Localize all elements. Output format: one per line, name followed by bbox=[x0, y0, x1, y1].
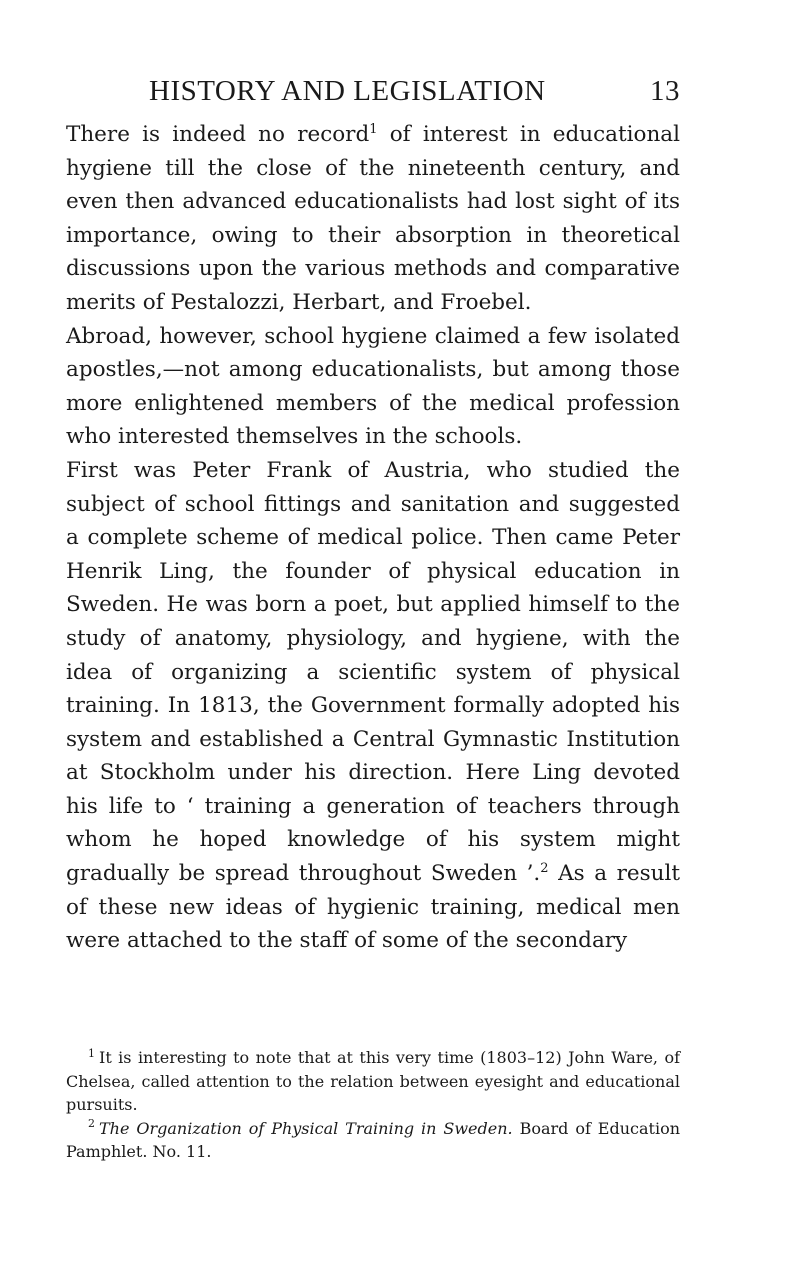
paragraph-1 bbox=[66, 118, 680, 320]
footnote-1-mark: 1 bbox=[88, 1046, 95, 1060]
paragraph-3-text-end: As a result of these new ideas of hygienic training, medical men were attached to the staff of some of the secondary bbox=[66, 861, 680, 954]
footnote-1-text: It is interesting to note that at this very time (1803–12) John Ware, of Chelsea, called attention to the relation between eyesight and educational pursuits. bbox=[66, 1048, 680, 1114]
running-head: HISTORY AND LEGISLATION bbox=[149, 75, 546, 107]
footnote-2-text: Board of Education Pamphlet. No. 11. bbox=[66, 1118, 681, 1161]
paragraph-1-text-start: There is indeed no record bbox=[66, 122, 370, 147]
footnote-1 bbox=[66, 1046, 680, 1117]
footnote-2-title: The Organization of Physical Training in Sweden. bbox=[99, 1118, 513, 1138]
page-number: 13 bbox=[650, 75, 680, 107]
footnote-2-mark: 2 bbox=[88, 1117, 95, 1131]
footnote-ref-1: 1 bbox=[369, 121, 378, 137]
footnotes bbox=[66, 1046, 680, 1164]
paragraph-1-text-end: of interest in educational hygiene till the close of the nineteenth century, and even then advanced educationalists had lost sight of its importance, owing to their absorption in theoretical discussions upon the various methods and comparative merits of Pestalozzi, Herbart, and Froebel. bbox=[66, 122, 680, 315]
paragraph-3 bbox=[66, 454, 680, 958]
paragraph-2: Abroad, however, school hygiene claimed a few isolated apostles,—not among educationalists, but among those more enlightened members of the medical profession who interested themselves in the schools. bbox=[66, 323, 680, 450]
footnote-2 bbox=[66, 1117, 680, 1164]
main-text bbox=[66, 118, 680, 958]
page-header bbox=[66, 71, 680, 111]
footnote-ref-2: 2 bbox=[540, 860, 549, 876]
paragraph-3-text-start: First was Peter Frank of Austria, who studied the subject of school fittings and sanitation and suggested a complete scheme of medical police. Then came Peter Henrik Ling, the founder of physical education in Sweden. He was born a poet, but applied himself to the study of anatomy, physiology, and hygiene, with the idea of organizing a scientific system of physical training. In 1813, the Government formally adopted his system and established a Central Gymnastic Institution at Stockholm under his direction. Here Ling devoted his life to ‘ training a generation of teachers through whom he hoped knowledge of his system might gradually be spread throughout Sweden ’. bbox=[66, 457, 680, 887]
